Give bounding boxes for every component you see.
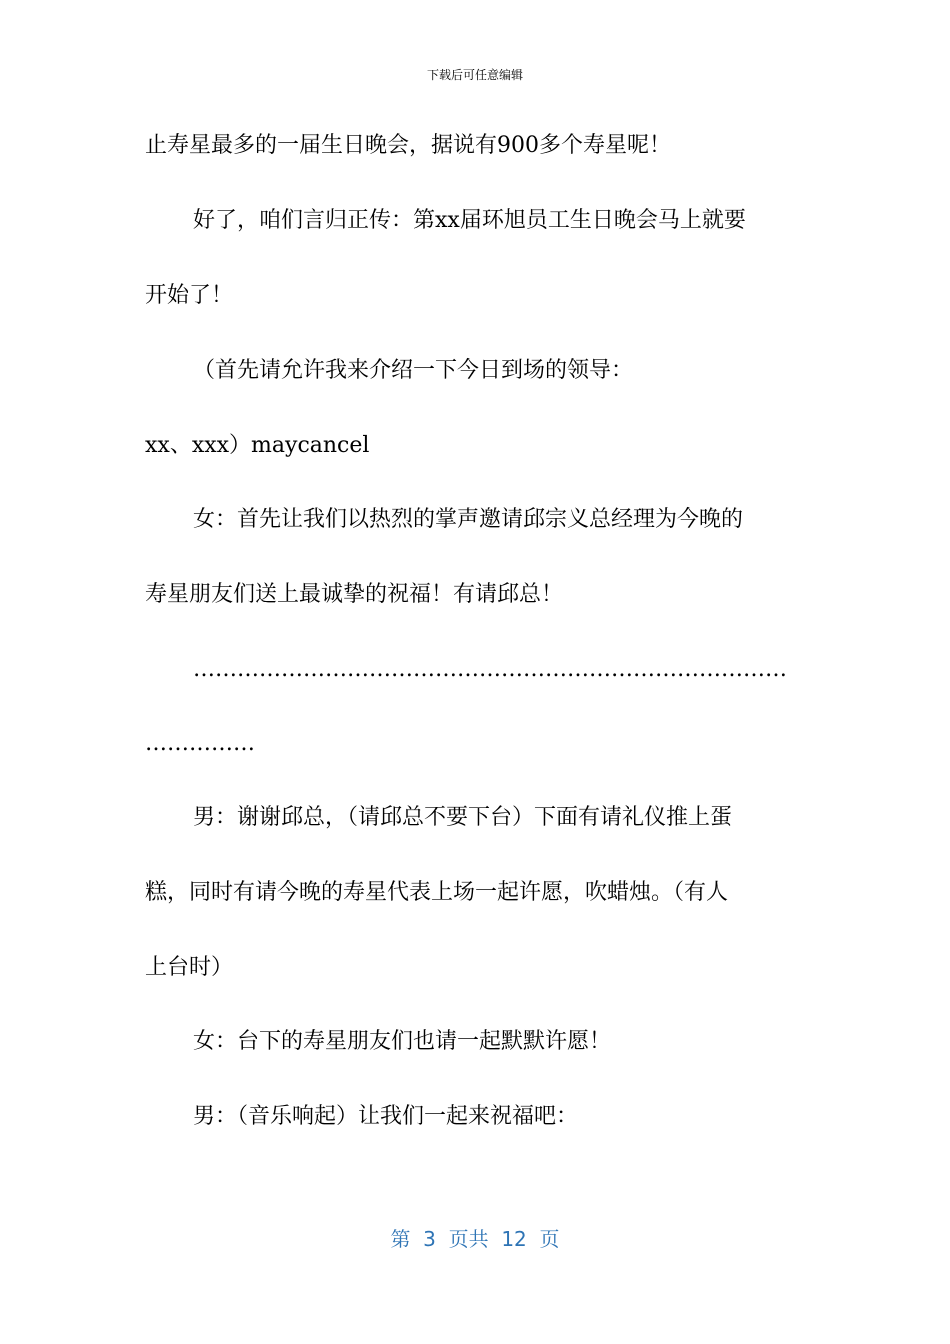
text-line-1: 止寿星最多的一届生日晚会，据说有900多个寿星呢！ bbox=[145, 133, 671, 158]
text-line-5: xx、xxx）maycancel bbox=[145, 433, 370, 458]
text-line-7: 寿星朋友们送上最诚挚的祝福！有请邱总！ bbox=[145, 582, 564, 607]
text-line-3: 开始了！ bbox=[145, 283, 234, 308]
text-line-11: 女：台下的寿星朋友们也请一起默默许愿！ bbox=[193, 1029, 612, 1054]
text-line-4: （首先请允许我来介绍一下今日到场的领导： bbox=[193, 358, 634, 383]
text-line-12: 男：（音乐响起）让我们一起来祝福吧： bbox=[193, 1104, 579, 1129]
text-line-8: 男：谢谢邱总，（请邱总不要下台）下面有请礼仪推上蛋 bbox=[193, 805, 733, 830]
ellipsis-line-2: …………… bbox=[145, 731, 255, 756]
ellipsis-line-1: ……………………………………………………………………… bbox=[193, 657, 787, 682]
page-header: 下载后可任意编辑 bbox=[426, 68, 523, 82]
text-line-6: 女：首先让我们以热烈的掌声邀请邱宗义总经理为今晚的 bbox=[193, 507, 744, 532]
text-line-2: 好了，咱们言归正传：第xx届环旭员工生日晚会马上就要 bbox=[193, 208, 746, 233]
text-line-10: 上台时） bbox=[145, 955, 234, 980]
text-line-9: 糕，同时有请今晚的寿星代表上场一起许愿，吹蜡烛。（有人 bbox=[145, 880, 729, 905]
page-number-footer: 第 3 页共 12 页 bbox=[390, 1227, 560, 1251]
